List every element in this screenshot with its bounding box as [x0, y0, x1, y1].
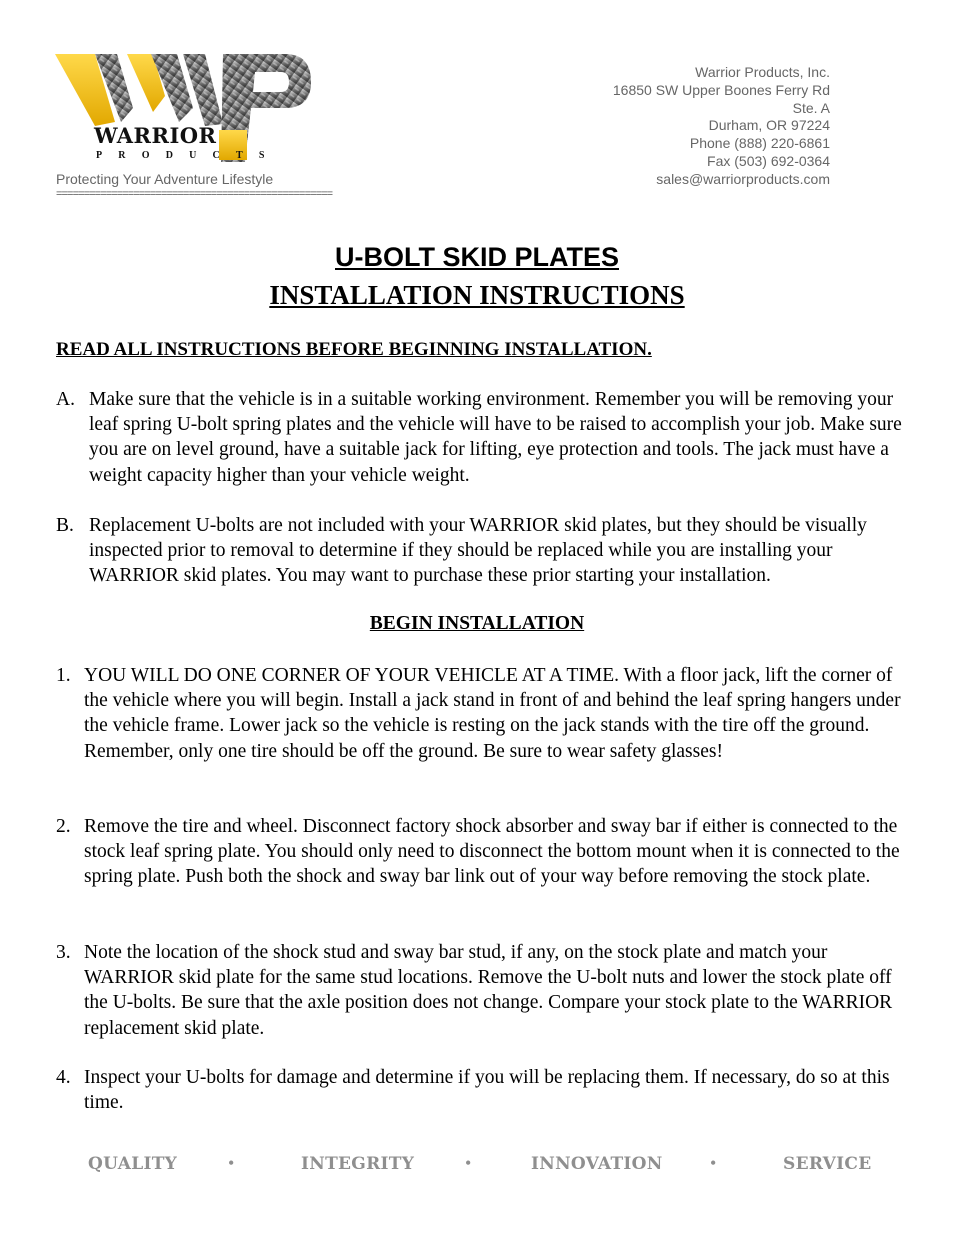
email-address: sales@warriorproducts.com [656, 170, 830, 187]
logo-wordmark: WARRIOR [94, 123, 217, 148]
step-number: 4. [56, 1067, 71, 1088]
footer-separator: • [465, 1153, 472, 1173]
suite: Ste. A [792, 99, 830, 116]
header-rule: ================================================== [56, 188, 333, 200]
footer-integrity: INTEGRITY [301, 1154, 415, 1174]
step-3 [56, 940, 916, 1041]
step-2 [56, 814, 916, 890]
document-subtitle: INSTALLATION INSTRUCTIONS [269, 280, 685, 310]
company-name: Warrior Products, Inc. [695, 64, 830, 80]
begin-installation-heading: BEGIN INSTALLATION [369, 613, 585, 634]
step-text: Remove the tire and wheel. Disconnect factory shock absorber and sway bar if either is connected to the stock leaf spring plate. You should only need to disconnect the bottom mount when it is connected to the spring plate. Push both the shock and sway bar link out of your way before removing the stock plate. [84, 816, 900, 888]
step-text: Note the location of the shock stud and sway bar stud, if any, on the stock plate and match your WARRIOR skid plate for the same stud locations. Remove the U-bolt nuts and lower the stock plate off the U-bolts. Be sure that the axle position does not change. Compare your stock plate to the WARRIOR replacement skid plate. [84, 942, 893, 1039]
prep-marker: A. [56, 389, 75, 410]
step-number: 3. [56, 942, 71, 963]
step-text: YOU WILL DO ONE CORNER OF YOUR VEHICLE AT A TIME. With a floor jack, lift the corner of the vehicle where you will begin. Install a jack stand in front of and behind the leaf spring hangers under the vehicle frame. Lower jack so the vehicle is resting on the jack stands with the tire off the ground. Remember, only one tire should be off the ground. Be sure to wear safety glasses! [84, 665, 901, 762]
footer-quality: QUALITY [88, 1154, 178, 1174]
footer-separator: • [228, 1153, 235, 1173]
step-text: Inspect your U-bolts for damage and determine if you will be replacing them. If necessary, do so at this time. [84, 1067, 890, 1114]
step-4 [56, 1065, 916, 1115]
fax-number: Fax (503) 692-0364 [707, 152, 830, 169]
step-number: 1. [56, 665, 71, 686]
prep-item-b [56, 513, 916, 589]
footer-innovation: INNOVATION [531, 1154, 663, 1174]
footer-separator: • [710, 1153, 717, 1173]
document-title: U-BOLT SKID PLATES [335, 242, 619, 272]
phone-number: Phone (888) 220-6861 [689, 135, 830, 152]
step-number: 2. [56, 816, 71, 837]
read-all-warning: READ ALL INSTRUCTIONS BEFORE BEGINNING INSTALLATION. [56, 339, 652, 360]
prep-item-a [56, 387, 916, 488]
company-address [613, 64, 830, 189]
step-1 [56, 663, 916, 764]
city-state-zip: Durham, OR 97224 [708, 117, 830, 134]
prep-marker: B. [56, 515, 74, 536]
street-address: 16850 SW Upper Boones Ferry Rd [612, 81, 830, 98]
footer-service: SERVICE [783, 1154, 872, 1174]
tagline: Protecting Your Adventure Lifestyle [56, 171, 274, 187]
prep-text: Make sure that the vehicle is in a suitable working environment. Remember you will be removing your leaf spring U-bolt spring plates and the vehicle will have to be raised to accomplish your job. Make sure you are on level ground, have a suitable jack for lifting, eye protection and tools. The jack must have a weight capacity higher than your vehicle weight. [89, 389, 902, 486]
logo-subtext: PRODUCTS [96, 150, 281, 161]
prep-text: Replacement U-bolts are not included with your WARRIOR skid plates, but they should be visually inspected prior to removal to determine if they should be replaced while you are installing your WARRIOR skid plates. You may want to purchase these prior starting your installation. [89, 515, 867, 587]
